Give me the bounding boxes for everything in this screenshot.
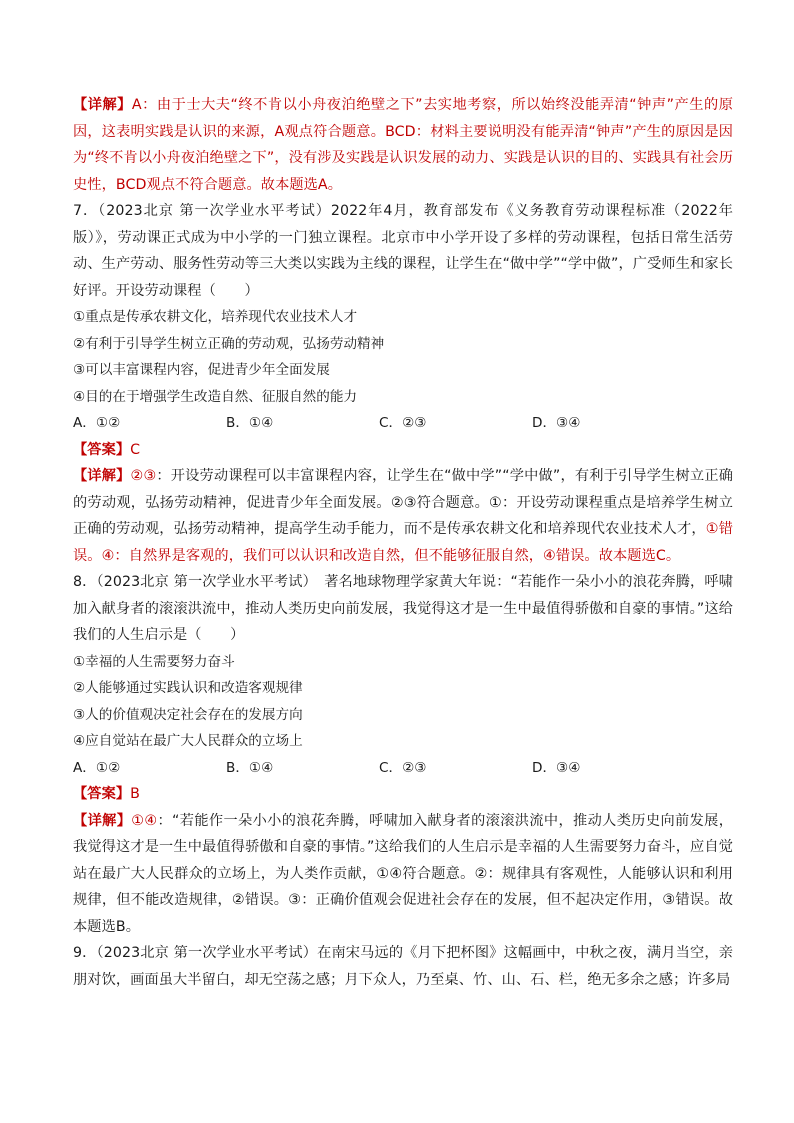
question-8-option-4: ④应自觉站在最广大人民群众的立场上 (73, 733, 303, 749)
choice-b: B．①④ (226, 415, 274, 431)
question-7-option-3: ③可以丰富课程内容，促进青少年全面发展 (73, 362, 330, 378)
answer-tag: 【答案】 (73, 441, 131, 458)
question-7-choices (73, 410, 733, 437)
detail-red: ②③ (130, 468, 157, 484)
question-7-option-1: ①重点是传承农耕文化，培养现代农业技术人才 (73, 309, 358, 325)
detail-tag: 【详解】 (73, 468, 131, 484)
question-8-stem: 8．（2023北京 第一次学业水平考试） 著名地球物理学家黄大年说：“若能作一朵小小的浪花奔腾，呼啸加入献身者的滚滚洪流中，推动人类历史向前发展，我觉得这才是一生中最值得骄傲和自豪的事情。”这给我们的人生启示是（ ） (73, 574, 733, 643)
choice-b: B．①④ (226, 759, 274, 776)
choice-d: D．③④ (532, 759, 581, 776)
detail-red: ①④ (131, 812, 158, 829)
answer-value: C (130, 441, 141, 458)
detail-text: ：“若能作一朵小小的浪花奔腾，呼啸加入献身者的滚滚洪流中，推动人类历史向前发展，我觉得这才是一生中最值得骄傲和自豪的事情。”这给我们的人生启示是幸福的人生需要努力奋斗，应自觉站在最广大人民群众的立场上，为人类作贡献，①④符合题意。②：规律具有客观性，人能够认识和利用规律，但不能改造规律，②错误。③：正确价值观会促进社会存在的发展，但不起决定作用，③错误。故本题选B。 (73, 812, 733, 935)
document-page (73, 92, 733, 993)
choice-a: A．①② (73, 759, 121, 776)
question-7-stem: 7．（2023北京 第一次学业水平考试）2022年4月，教育部发布《义务教育劳动课程标准（2022年版）》，劳动课正式成为中小学的一门独立课程。北京市中小学开设了多样的劳动课程，包括日常生活劳动、生产劳动、服务性劳动等三大类以实践为主线的课程，让学生在“做中学”“学中做”，广受师生和家长好评。开设劳动课程（ ） (73, 203, 733, 299)
choice-c: C．②③ (379, 415, 427, 431)
question-7-explanation (73, 463, 733, 569)
detail-tag: 【详解】 (73, 812, 132, 829)
choice-a: A．①② (73, 415, 121, 431)
question-7-option-2: ②有利于引导学生树立正确的劳动观，弘扬劳动精神 (73, 335, 385, 352)
detail-text: ：开设劳动课程可以丰富课程内容，让学生在“做中学”“学中做”，有利于引导学生树立正确的劳动观，弘扬劳动精神，促进青少年全面发展。②③符合题意。①：开设劳动课程重点是培养学生树立正确的劳动观，弘扬劳动精神，提高学生动手能力，而不是传承农耕文化和培养现代农业技术人才， (73, 468, 734, 537)
detail-text: A：由于士大夫“终不肯以小舟夜泊绝壁之下”去实地考察，所以始终没能弄清“钟声”产生的原因，这表明实践是认识的来源，A观点符合题意。BCD：材料主要说明没有能弄清“钟声”产生的原因是因为“终不肯以小舟夜泊绝壁之下”，没有涉及实践是认识发展的动力、实践是认识的目的、实践具有社会历史性，BCD观点不符合题意。故本题选A。 (73, 97, 733, 193)
question-8-option-1: ①幸福的人生需要努力奋斗 (73, 653, 235, 670)
question-8-option-2: ②人能够通过实践认识和改造客观规律 (73, 680, 303, 696)
question-7-option-4: ④目的在于增强学生改造自然、征服自然的能力 (73, 388, 358, 405)
question-8-explanation (73, 808, 733, 941)
detail-red-end: ①错误。④：自然界是客观的，我们可以认识和改造自然，但不能够征服自然，④错误。故本题选C。 (73, 521, 733, 564)
question-8-choices (73, 755, 733, 782)
choice-c: C．②③ (379, 759, 427, 776)
explanation-paragraph (73, 92, 733, 198)
choice-d: D．③④ (532, 415, 581, 431)
detail-tag: 【详解】 (73, 97, 132, 113)
answer-value: B (130, 786, 140, 802)
answer-tag: 【答案】 (73, 786, 131, 802)
question-9-stem: 9．（2023北京 第一次学业水平考试）在南宋马远的《月下把杯图》这幅画中，中秋之夜，满月当空，亲朋对饮，画面虽大半留白，却无空荡之感；月下众人，乃至桌、竹、山、石、栏，绝无多余之感；许多局 (73, 945, 733, 988)
question-8-answer (73, 781, 733, 808)
question-7-answer (73, 437, 733, 464)
question-8-option-3: ③人的价值观决定社会存在的发展方向 (73, 706, 303, 723)
